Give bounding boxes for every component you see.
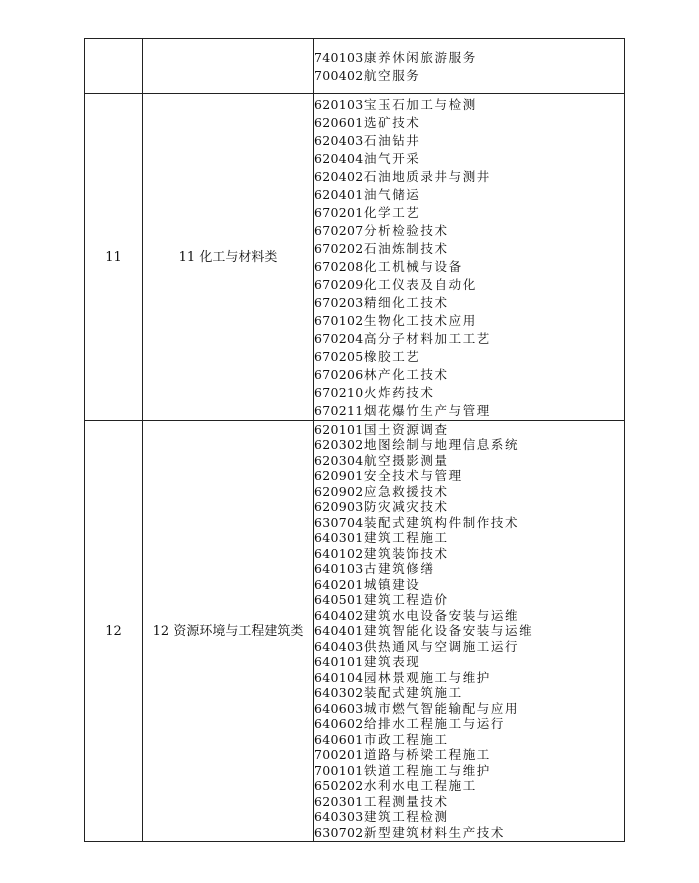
major-item (314, 222, 624, 240)
major-code: 620301 (314, 793, 364, 809)
major-name: 火炸药技术 (364, 384, 435, 400)
major-code: 620902 (314, 483, 364, 499)
major-code: 670209 (314, 276, 364, 292)
major-name: 防灾减灾技术 (364, 499, 449, 515)
major-code: 640601 (314, 731, 364, 747)
major-code: 620302 (314, 437, 364, 453)
major-item (314, 608, 624, 624)
major-code: 640301 (314, 530, 364, 546)
major-item (314, 577, 624, 593)
major-code: 670102 (314, 312, 364, 328)
major-name: 装配式建筑构件制作技术 (364, 514, 520, 530)
major-code: 620901 (314, 468, 364, 484)
major-item (314, 437, 624, 453)
major-item (314, 366, 624, 384)
majors-cell (314, 39, 625, 94)
major-name: 康养休闲旅游服务 (364, 49, 477, 65)
major-name: 古建筑修缮 (364, 561, 435, 577)
major-code: 700402 (314, 68, 364, 83)
majors-table-body (85, 39, 625, 842)
major-item (314, 468, 624, 484)
major-item (314, 422, 624, 438)
major-name: 地图绘制与地理信息系统 (364, 437, 520, 453)
row-number: 12 (85, 421, 143, 842)
major-code: 670211 (314, 402, 364, 418)
major-item (314, 515, 624, 531)
major-name: 橡胶工艺 (364, 348, 421, 364)
major-name: 分析检验技术 (364, 222, 449, 238)
major-name: 安全技术与管理 (364, 468, 463, 484)
major-item (314, 530, 624, 546)
major-code: 640101 (314, 654, 364, 670)
major-name: 选矿技术 (364, 114, 421, 130)
major-item (314, 294, 624, 312)
major-name: 建筑工程检测 (364, 809, 449, 825)
major-code: 670201 (314, 204, 364, 220)
major-item (314, 778, 624, 794)
major-item (314, 809, 624, 825)
major-name: 精细化工技术 (364, 294, 449, 310)
major-code: 670204 (314, 330, 364, 346)
major-item (314, 330, 624, 348)
category-name (143, 39, 314, 94)
major-name: 市政工程施工 (364, 731, 449, 747)
major-name: 高分子材料加工工艺 (364, 330, 491, 346)
major-code: 640501 (314, 592, 364, 608)
major-name: 林产化工技术 (364, 366, 449, 382)
major-name: 园林景观施工与维护 (364, 669, 491, 685)
major-item (314, 732, 624, 748)
major-item (314, 499, 624, 515)
major-code: 640302 (314, 685, 364, 701)
major-code: 640201 (314, 576, 364, 592)
major-code: 640104 (314, 669, 364, 685)
row-number (85, 39, 143, 94)
major-name: 建筑水电设备安装与运维 (364, 607, 520, 623)
major-name: 油气开采 (364, 150, 421, 166)
major-code: 620304 (314, 452, 364, 468)
major-name: 城镇建设 (364, 576, 421, 592)
majors-cell (314, 421, 625, 842)
major-item (314, 186, 624, 204)
major-item (314, 763, 624, 779)
major-name: 石油地质录井与测井 (364, 168, 491, 184)
major-name: 宝玉石加工与检测 (364, 96, 477, 112)
major-item (314, 312, 624, 330)
major-item (314, 96, 624, 114)
major-code: 640402 (314, 607, 364, 623)
major-name: 供热通风与空调施工运行 (364, 638, 520, 654)
major-code: 640103 (314, 561, 364, 577)
major-item (314, 654, 624, 670)
major-code: 620101 (314, 421, 364, 437)
major-name: 化工仪表及自动化 (364, 276, 477, 292)
major-item (314, 384, 624, 402)
major-item (314, 67, 624, 86)
major-item (314, 747, 624, 763)
major-name: 油气储运 (364, 186, 421, 202)
major-item (314, 561, 624, 577)
major-item (314, 402, 624, 420)
major-name: 生物化工技术应用 (364, 312, 477, 328)
major-name: 给排水工程施工与运行 (364, 716, 506, 732)
major-item (314, 132, 624, 150)
major-name: 航空服务 (364, 68, 421, 83)
major-item (314, 546, 624, 562)
major-item (314, 348, 624, 366)
major-code: 740103 (314, 49, 364, 65)
major-item (314, 168, 624, 186)
major-name: 道路与桥梁工程施工 (364, 747, 491, 763)
major-code: 630704 (314, 514, 364, 530)
major-item (314, 114, 624, 132)
major-name: 建筑装饰技术 (364, 545, 449, 561)
major-code: 640303 (314, 809, 364, 825)
major-item (314, 685, 624, 701)
category-name: 12 资源环境与工程建筑类 (143, 421, 314, 842)
major-item (314, 794, 624, 810)
category-name: 11 化工与材料类 (143, 94, 314, 421)
major-name: 装配式建筑施工 (364, 685, 463, 701)
major-item (314, 258, 624, 276)
major-name: 烟花爆竹生产与管理 (364, 402, 491, 418)
major-name: 航空摄影测量 (364, 452, 449, 468)
major-name: 应急救援技术 (364, 483, 449, 499)
major-item (314, 623, 624, 639)
major-code: 620402 (314, 168, 364, 184)
major-name: 化学工艺 (364, 204, 421, 220)
major-code: 670202 (314, 240, 364, 256)
major-item (314, 49, 624, 68)
major-item (314, 716, 624, 732)
major-code: 620601 (314, 114, 364, 130)
major-code: 620403 (314, 132, 364, 148)
major-name: 国土资源调查 (364, 421, 449, 437)
major-item (314, 240, 624, 258)
major-item (314, 276, 624, 294)
major-code: 670210 (314, 384, 364, 400)
major-code: 620903 (314, 499, 364, 515)
major-item (314, 670, 624, 686)
row-number: 11 (85, 94, 143, 421)
major-code: 670203 (314, 294, 364, 310)
majors-table (84, 38, 625, 842)
major-code: 620404 (314, 150, 364, 166)
major-item (314, 825, 624, 841)
table-row (85, 421, 625, 842)
major-code: 640401 (314, 623, 364, 639)
major-code: 630702 (314, 824, 364, 840)
major-name: 建筑工程造价 (364, 592, 449, 608)
major-code: 670207 (314, 222, 364, 238)
major-code: 620401 (314, 186, 364, 202)
major-name: 石油钻井 (364, 132, 421, 148)
major-item (314, 701, 624, 717)
major-code: 700201 (314, 747, 364, 763)
major-name: 建筑智能化设备安装与运维 (364, 623, 534, 639)
majors-cell (314, 94, 625, 421)
major-item (314, 639, 624, 655)
major-code: 640102 (314, 545, 364, 561)
major-item (314, 150, 624, 168)
major-name: 铁道工程施工与维护 (364, 762, 491, 778)
major-name: 城市燃气智能输配与应用 (364, 700, 520, 716)
major-name: 化工机械与设备 (364, 258, 463, 274)
major-code: 640403 (314, 638, 364, 654)
major-item (314, 484, 624, 500)
table-row (85, 39, 625, 94)
major-code: 650202 (314, 778, 364, 794)
major-name: 建筑表现 (364, 654, 421, 670)
major-item (314, 204, 624, 222)
major-item (314, 592, 624, 608)
major-code: 640603 (314, 700, 364, 716)
major-code: 640602 (314, 716, 364, 732)
major-code: 670205 (314, 348, 364, 364)
major-item (314, 453, 624, 469)
major-name: 水利水电工程施工 (364, 778, 477, 794)
major-code: 670208 (314, 258, 364, 274)
major-name: 新型建筑材料生产技术 (364, 824, 506, 840)
major-code: 620103 (314, 96, 364, 112)
major-name: 石油炼制技术 (364, 240, 449, 256)
major-code: 700101 (314, 762, 364, 778)
table-row (85, 94, 625, 421)
major-name: 建筑工程施工 (364, 530, 449, 546)
major-name: 工程测量技术 (364, 793, 449, 809)
major-code: 670206 (314, 366, 364, 382)
